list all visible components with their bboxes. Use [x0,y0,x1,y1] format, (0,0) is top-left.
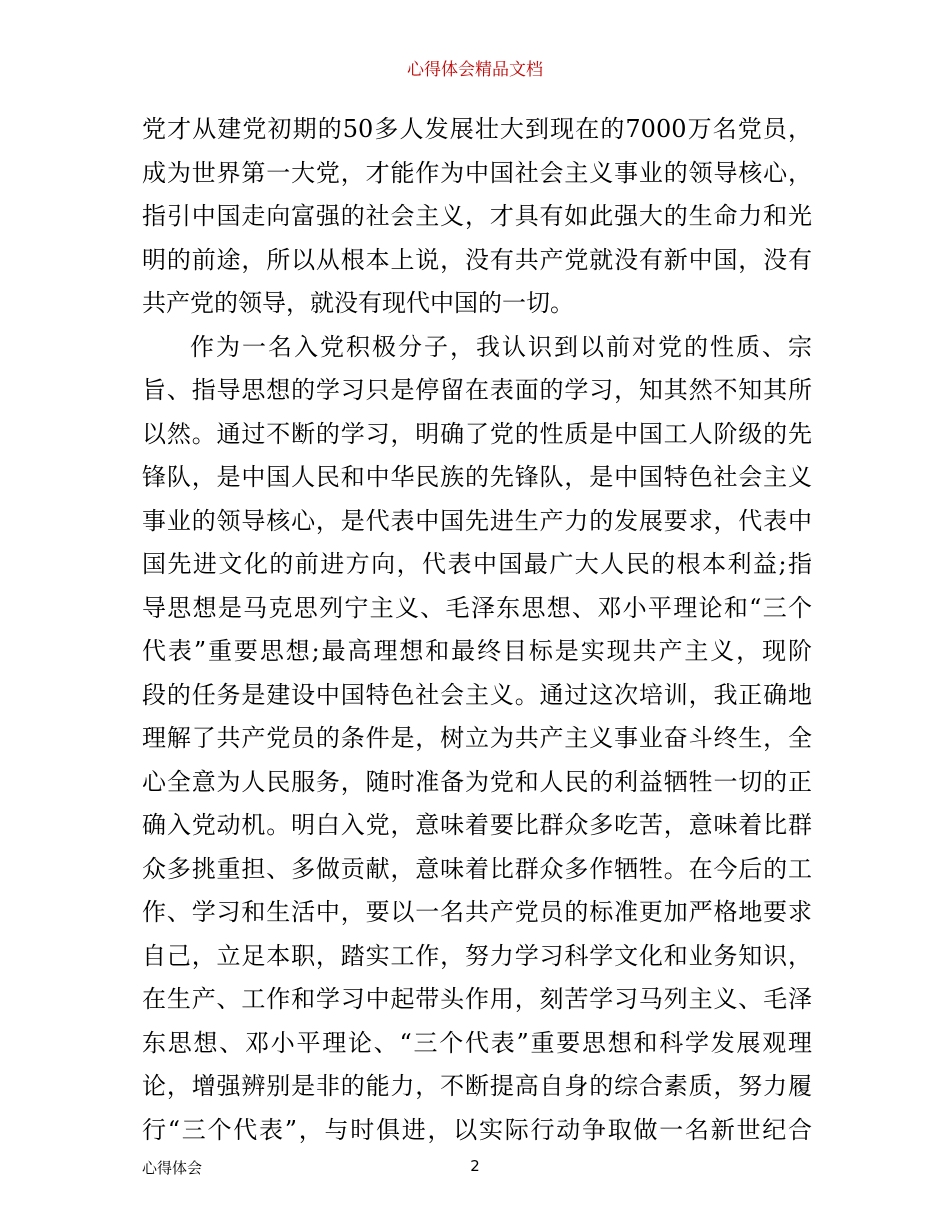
paragraph-line: 党才从建党初期的50多人发展壮大到现在的7000万名党员， [142,115,812,143]
paragraph-line: 段的任务是建设中国特色社会主义。通过这次培训，我正确地 [142,680,812,709]
paragraph-line: 指引中国走向富强的社会主义，才具有如此强大的生命力和光 [142,202,812,230]
paragraph-line: 在生产、工作和学习中起带头作用，刻苦学习马列主义、毛泽 [142,985,812,1013]
header-title: 心得体会精品文档 [407,60,543,80]
paragraph-line: 成为世界第一大党，才能作为中国社会主义事业的领导核心， [142,158,812,187]
paragraph-line: 心全意为人民服务，随时准备为党和人民的利益牺牲一切的正 [142,767,812,796]
body-text [142,108,812,1152]
paragraph-line: 作为一名入党积极分子，我认识到以前对党的性质、宗 [190,332,812,361]
paragraph-line: 旨、指导思想的学习只是停留在表面的学习，知其然不知其所 [142,376,812,404]
paragraph-line: 行“三个代表”，与时俱进，以实际行动争取做一名新世纪合 [142,1115,812,1144]
paragraph-line: 自己，立足本职，踏实工作，努力学习科学文化和业务知识， [142,941,812,970]
paragraph-line: 导思想是马克思列宁主义、毛泽东思想、邓小平理论和“三个 [142,593,812,622]
paragraph-line: 共产党的领导，就没有现代中国的一切。 [142,289,574,317]
paragraph-line: 锋队，是中国人民和中华民族的先锋队，是中国特色社会主义 [142,463,812,491]
paragraph-line: 事业的领导核心，是代表中国先进生产力的发展要求，代表中 [142,506,812,535]
paragraph-line: 众多挑重担、多做贡献，意味着比群众多作牺牲。在今后的工 [142,854,812,883]
paragraph-line: 确入党动机。明白入党，意味着要比群众多吃苦，意味着比群 [142,811,812,839]
paragraph-line: 作、学习和生活中，要以一名共产党员的标准更加严格地要求 [142,898,812,926]
paragraph-line: 国先进文化的前进方向，代表中国最广大人民的根本利益;指 [142,550,812,578]
paragraph-line: 东思想、邓小平理论、“三个代表”重要思想和科学发展观理 [142,1028,812,1057]
page-number: 2 [470,1157,480,1175]
footer-label: 心得体会 [142,1159,203,1177]
paragraph-line: 理解了共产党员的条件是，树立为共产主义事业奋斗终生，全 [142,724,812,752]
paragraph-line: 以然。通过不断的学习，明确了党的性质是中国工人阶级的先 [142,419,812,448]
paragraph-line: 明的前途，所以从根本上说，没有共产党就没有新中国，没有 [142,245,812,274]
paragraph-line: 代表”重要思想;最高理想和最终目标是实现共产主义，现阶 [142,637,812,665]
paragraph-line: 论，增强辨别是非的能力，不断提高自身的综合素质，努力履 [142,1072,812,1100]
